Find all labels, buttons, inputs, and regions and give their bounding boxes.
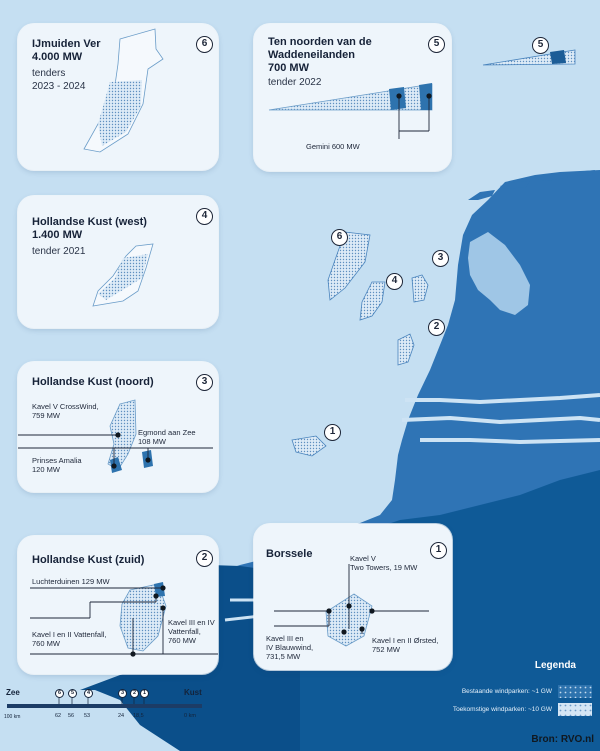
legend	[385, 660, 600, 720]
map-number-5: 5	[532, 37, 549, 54]
distance-scale	[4, 688, 209, 728]
card-title: IJmuiden Ver 4.000 MW	[32, 38, 101, 63]
map-number-6: 6	[331, 229, 348, 246]
scale-left-km: 100 km	[4, 714, 21, 720]
label-kavel-v-two-towers: Kavel V Two Towers, 19 MW	[350, 554, 418, 572]
card-hollandse-kust-zuid	[18, 536, 218, 674]
scale-tick: 0 km	[184, 713, 196, 719]
map-park-gemini	[550, 50, 566, 64]
source-credit: Bron: RVO.nl	[531, 734, 594, 745]
legend-existing: Bestaande windparken: ~1 GW	[461, 688, 552, 695]
scale-tick: 56	[68, 713, 75, 719]
label-luchterduinen: Luchterduinen 129 MW	[32, 577, 110, 586]
card-subtitle: tender 2022	[268, 77, 322, 88]
label-egmond-aan-zee: Egmond aan Zee 108 MW	[138, 428, 196, 446]
scale-tick: 18,5	[133, 713, 144, 719]
scale-number-1: 1	[140, 689, 149, 698]
card-number-3: 3	[196, 374, 213, 391]
label-kavel-3-4-blauwwind: Kavel III en IV Blauwwind, 731,5 MW	[266, 634, 314, 661]
scale-number-3: 3	[118, 689, 127, 698]
scale-right-label: Kust	[184, 688, 202, 697]
label-kavel-3-4-vattenfall: Kavel III en IV Vattenfall, 760 MW	[168, 618, 215, 645]
legend-future: Toekomstige windparken: ~10 GW	[452, 706, 552, 713]
card-title: Borssele	[266, 548, 313, 560]
scale-number-2: 2	[130, 689, 139, 698]
card-ijmuiden-ver	[18, 24, 218, 170]
map-number-3: 3	[432, 250, 449, 267]
card-title: Hollandse Kust (noord)	[32, 376, 154, 388]
label-kavel-v-crosswind: Kavel V CrossWind, 759 MW	[32, 402, 99, 420]
legend-swatch-existing	[558, 685, 592, 698]
legend-title: Legenda	[534, 660, 576, 671]
card-number-6: 6	[196, 36, 213, 53]
scale-number-5: 5	[68, 689, 77, 698]
scale-number-4: 4	[84, 689, 93, 698]
map-number-4: 4	[386, 273, 403, 290]
label-kavel-1-2-vattenfall: Kavel I en II Vattenfall, 760 MW	[32, 630, 107, 648]
card-number-5: 5	[428, 36, 445, 53]
card-waddeneilanden	[254, 24, 451, 171]
scale-tick: 62	[55, 713, 62, 719]
scale-tick: 24	[118, 713, 125, 719]
card-hollandse-kust-noord	[18, 362, 218, 492]
label-kavel-1-2-orsted: Kavel I en II Ørsted, 752 MW	[372, 636, 439, 654]
label-prinses-amalia: Prinses Amalia 120 MW	[32, 456, 82, 474]
card-hollandse-kust-west	[18, 196, 218, 328]
card-subtitle: tenders 2023 - 2024	[32, 68, 86, 92]
card-borssele	[254, 524, 452, 670]
card-title: Hollandse Kust (west) 1.400 MW	[32, 216, 147, 241]
card-number-4: 4	[196, 208, 213, 225]
card-title: Ten noorden van de Waddeneilanden 700 MW	[268, 36, 372, 74]
map-number-2: 2	[428, 319, 445, 336]
card-number-2: 2	[196, 550, 213, 567]
card-number-1: 1	[430, 542, 447, 559]
card-subtitle: tender 2021	[32, 246, 86, 257]
label-gemini: Gemini 600 MW	[306, 142, 360, 151]
map-number-1: 1	[324, 424, 341, 441]
scale-left-label: Zee	[6, 688, 20, 697]
legend-swatch-future	[558, 703, 592, 716]
scale-number-6: 6	[55, 689, 64, 698]
scale-tick: 53	[84, 713, 91, 719]
card-title: Hollandse Kust (zuid)	[32, 554, 145, 566]
